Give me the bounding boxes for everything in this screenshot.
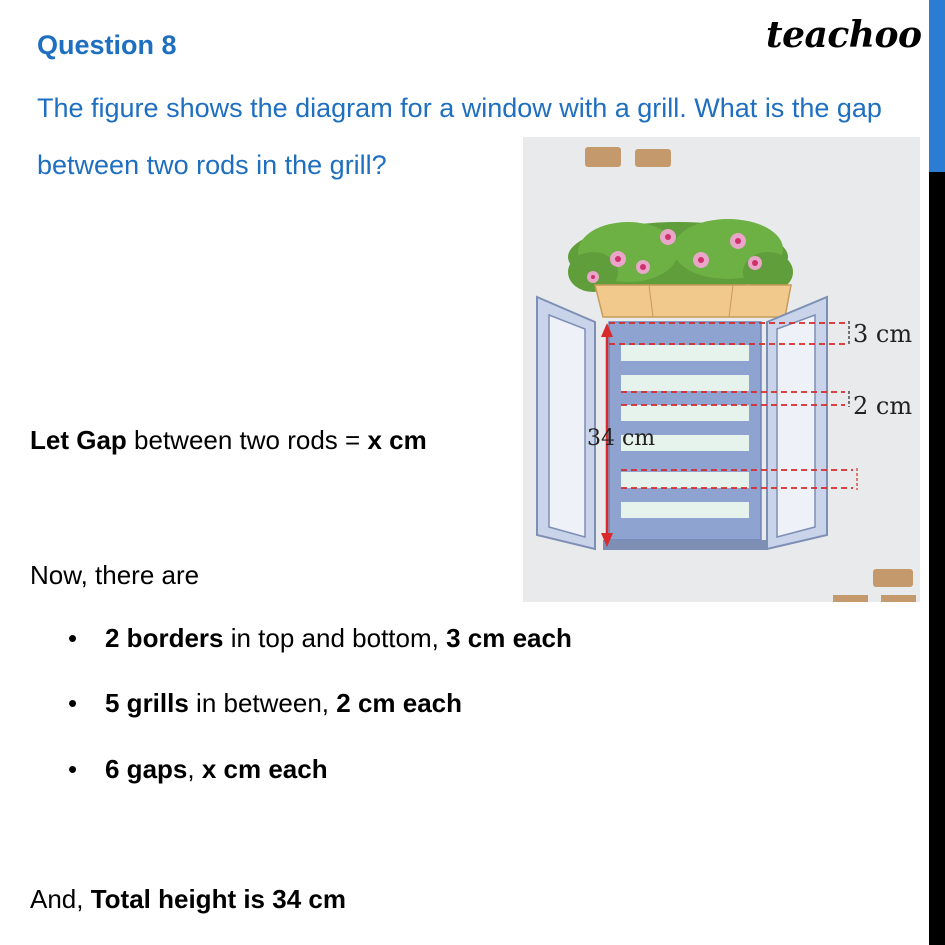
brick-icon xyxy=(585,147,621,167)
bullet-icon: • xyxy=(68,623,78,653)
question-title: Question 8 xyxy=(37,30,177,60)
right-edge-progress-bar xyxy=(929,0,945,172)
brick-icon xyxy=(833,595,868,602)
label-34cm: 34 cm xyxy=(587,426,656,451)
bullet-icon: • xyxy=(68,688,78,718)
let-gap-line: Let Gap between two rods = x cm xyxy=(30,425,427,455)
brick-icon xyxy=(881,595,916,602)
bullet-icon: • xyxy=(68,754,78,784)
flower-bush-icon xyxy=(568,219,793,292)
total-height-line: And, Total height is 34 cm xyxy=(30,884,346,914)
brick-icon xyxy=(873,569,913,587)
planter-box xyxy=(595,285,791,317)
grill-gap xyxy=(621,345,749,361)
grill-gap xyxy=(621,405,749,421)
window-sill xyxy=(603,540,767,550)
grill-gap xyxy=(621,502,749,518)
now-there-are-line: Now, there are xyxy=(30,560,200,590)
brick-icon xyxy=(635,149,671,167)
label-2cm: 2 cm xyxy=(853,392,913,420)
grill-gap xyxy=(621,375,749,391)
grill-gap xyxy=(621,472,749,488)
teachoo-logo: teachoo xyxy=(766,14,922,56)
window-grill-figure xyxy=(523,137,920,602)
label-3cm: 3 cm xyxy=(853,320,913,348)
question-text: The figure shows the diagram for a window with a grill. What is the gap between two rods in the grill? xyxy=(37,93,882,180)
